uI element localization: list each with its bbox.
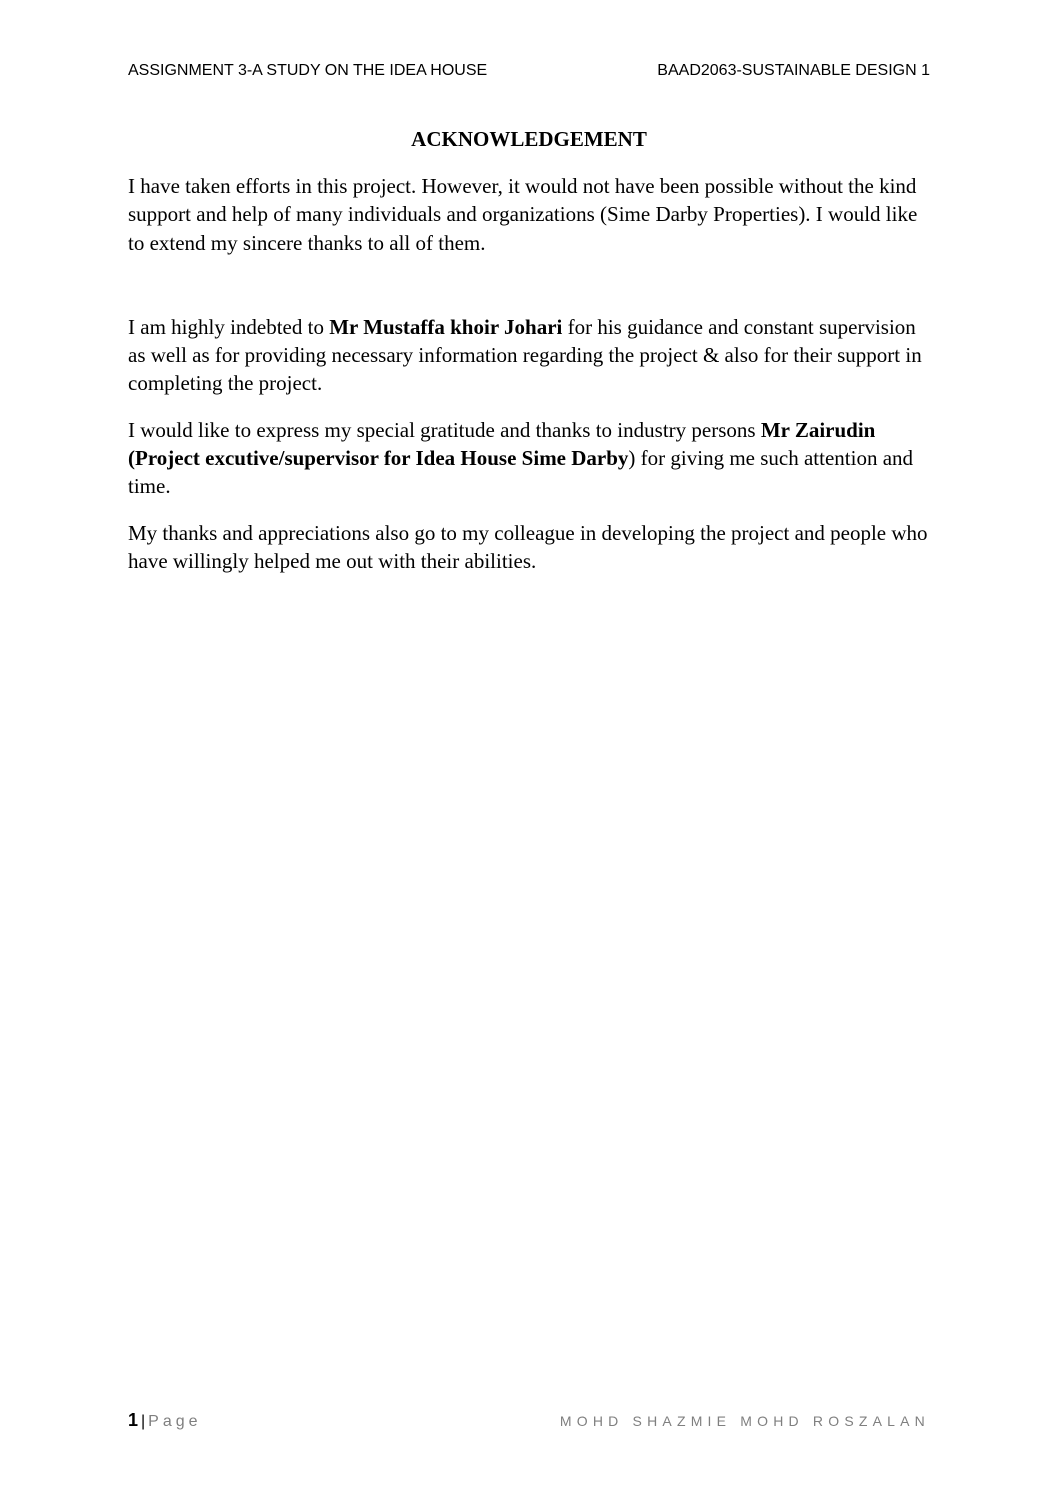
- page-number: 1: [128, 1410, 139, 1430]
- paragraph-supervisor-text-start: I am highly indebted to: [128, 314, 330, 339]
- page-header: [128, 62, 930, 88]
- header-assignment-title: ASSIGNMENT 3-A STUDY ON THE IDEA HOUSE: [128, 62, 488, 79]
- paragraph-industry-text-end: ) for giving me such attention and time.: [128, 446, 914, 499]
- document-body: [128, 172, 932, 593]
- footer-author: MOHD SHAZMIE MOHD ROSZALAN: [559, 1413, 930, 1429]
- paragraph-supervisor-text-end: for his guidance and constant supervision as well as for providing necessary information regarding the project & also for their support in completing the project.: [128, 314, 922, 396]
- paragraph-industry: [128, 416, 932, 501]
- industry-person-name: Mr Zairudin (Project excutive/supervisor for Idea House Sime Darby: [128, 417, 876, 471]
- page-indicator: [128, 1410, 202, 1431]
- page-label: Page: [148, 1413, 202, 1430]
- page-footer: [128, 1410, 930, 1436]
- paragraph-supervisor: [128, 313, 932, 398]
- paragraph-colleagues: My thanks and appreciations also go to my colleague in developing the project and people who have willingly helped me out with their abilities.: [128, 520, 928, 573]
- page-title: ACKNOWLEDGEMENT: [411, 127, 647, 151]
- supervisor-name: Mr Mustaffa khoir Johari: [329, 314, 563, 339]
- page-separator: |: [141, 1413, 146, 1430]
- header-course-code: BAAD2063-SUSTAINABLE DESIGN 1: [657, 62, 930, 79]
- paragraph-intro: I have taken efforts in this project. However, it would not have been possible without the kind support and help of many individuals and organizations (Sime Darby Properties). I would like to extend my sincere thanks to all of them.: [128, 174, 918, 255]
- paragraph-industry-text-start: I would like to express my special gratitude and thanks to industry persons: [128, 417, 761, 442]
